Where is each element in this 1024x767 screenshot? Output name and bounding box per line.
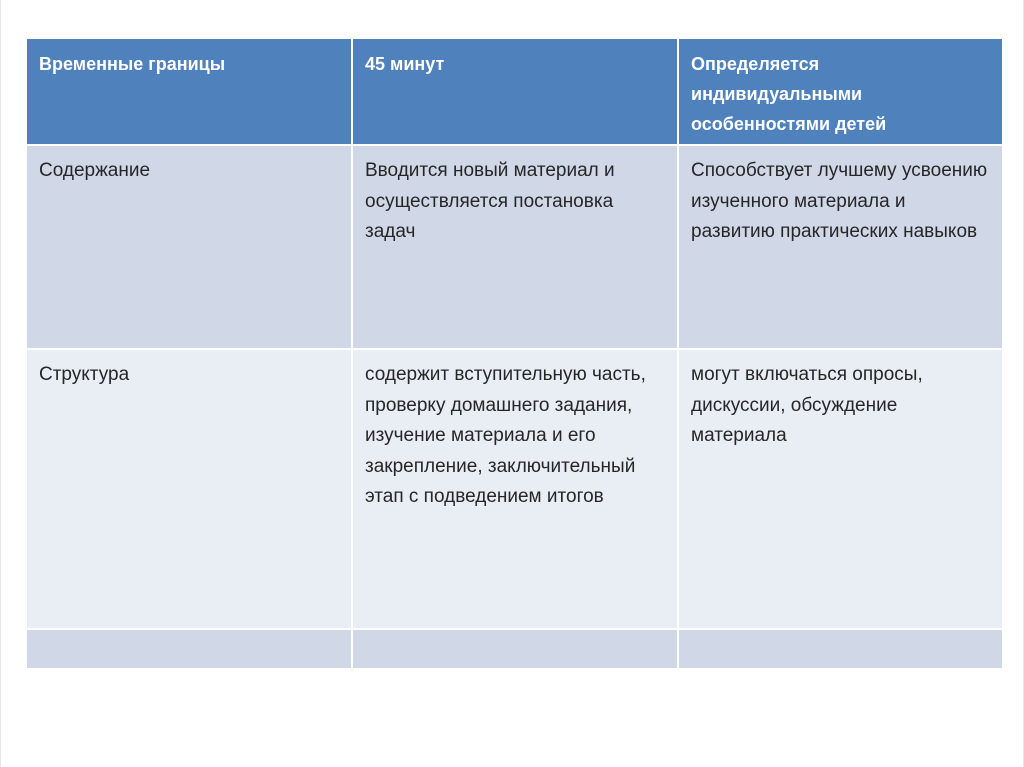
header-cell-individual: Определяется индивидуальными особенностями детей — [678, 38, 1003, 145]
comparison-table — [25, 37, 1004, 670]
row-label-content: Содержание — [26, 145, 352, 349]
table-cell — [26, 629, 352, 669]
row-label-structure: Структура — [26, 349, 352, 629]
table-cell: содержит вступительную часть, проверку домашнего задания, изучение материала и его закрепление, заключительный этап с подведением итогов — [352, 349, 678, 629]
table-row — [26, 349, 1003, 629]
header-cell-time-bounds: Временные границы — [26, 38, 352, 145]
table-row-empty — [26, 629, 1003, 669]
table-cell: могут включаться опросы, дискуссии, обсуждение материала — [678, 349, 1003, 629]
table-cell: Способствует лучшему усвоению изученного материала и развитию практических навыков — [678, 145, 1003, 349]
table-cell — [352, 629, 678, 669]
table-header-row — [26, 38, 1003, 145]
header-cell-45-minutes: 45 минут — [352, 38, 678, 145]
table-row — [26, 145, 1003, 349]
table-cell — [678, 629, 1003, 669]
table-cell: Вводится новый материал и осуществляется постановка задач — [352, 145, 678, 349]
